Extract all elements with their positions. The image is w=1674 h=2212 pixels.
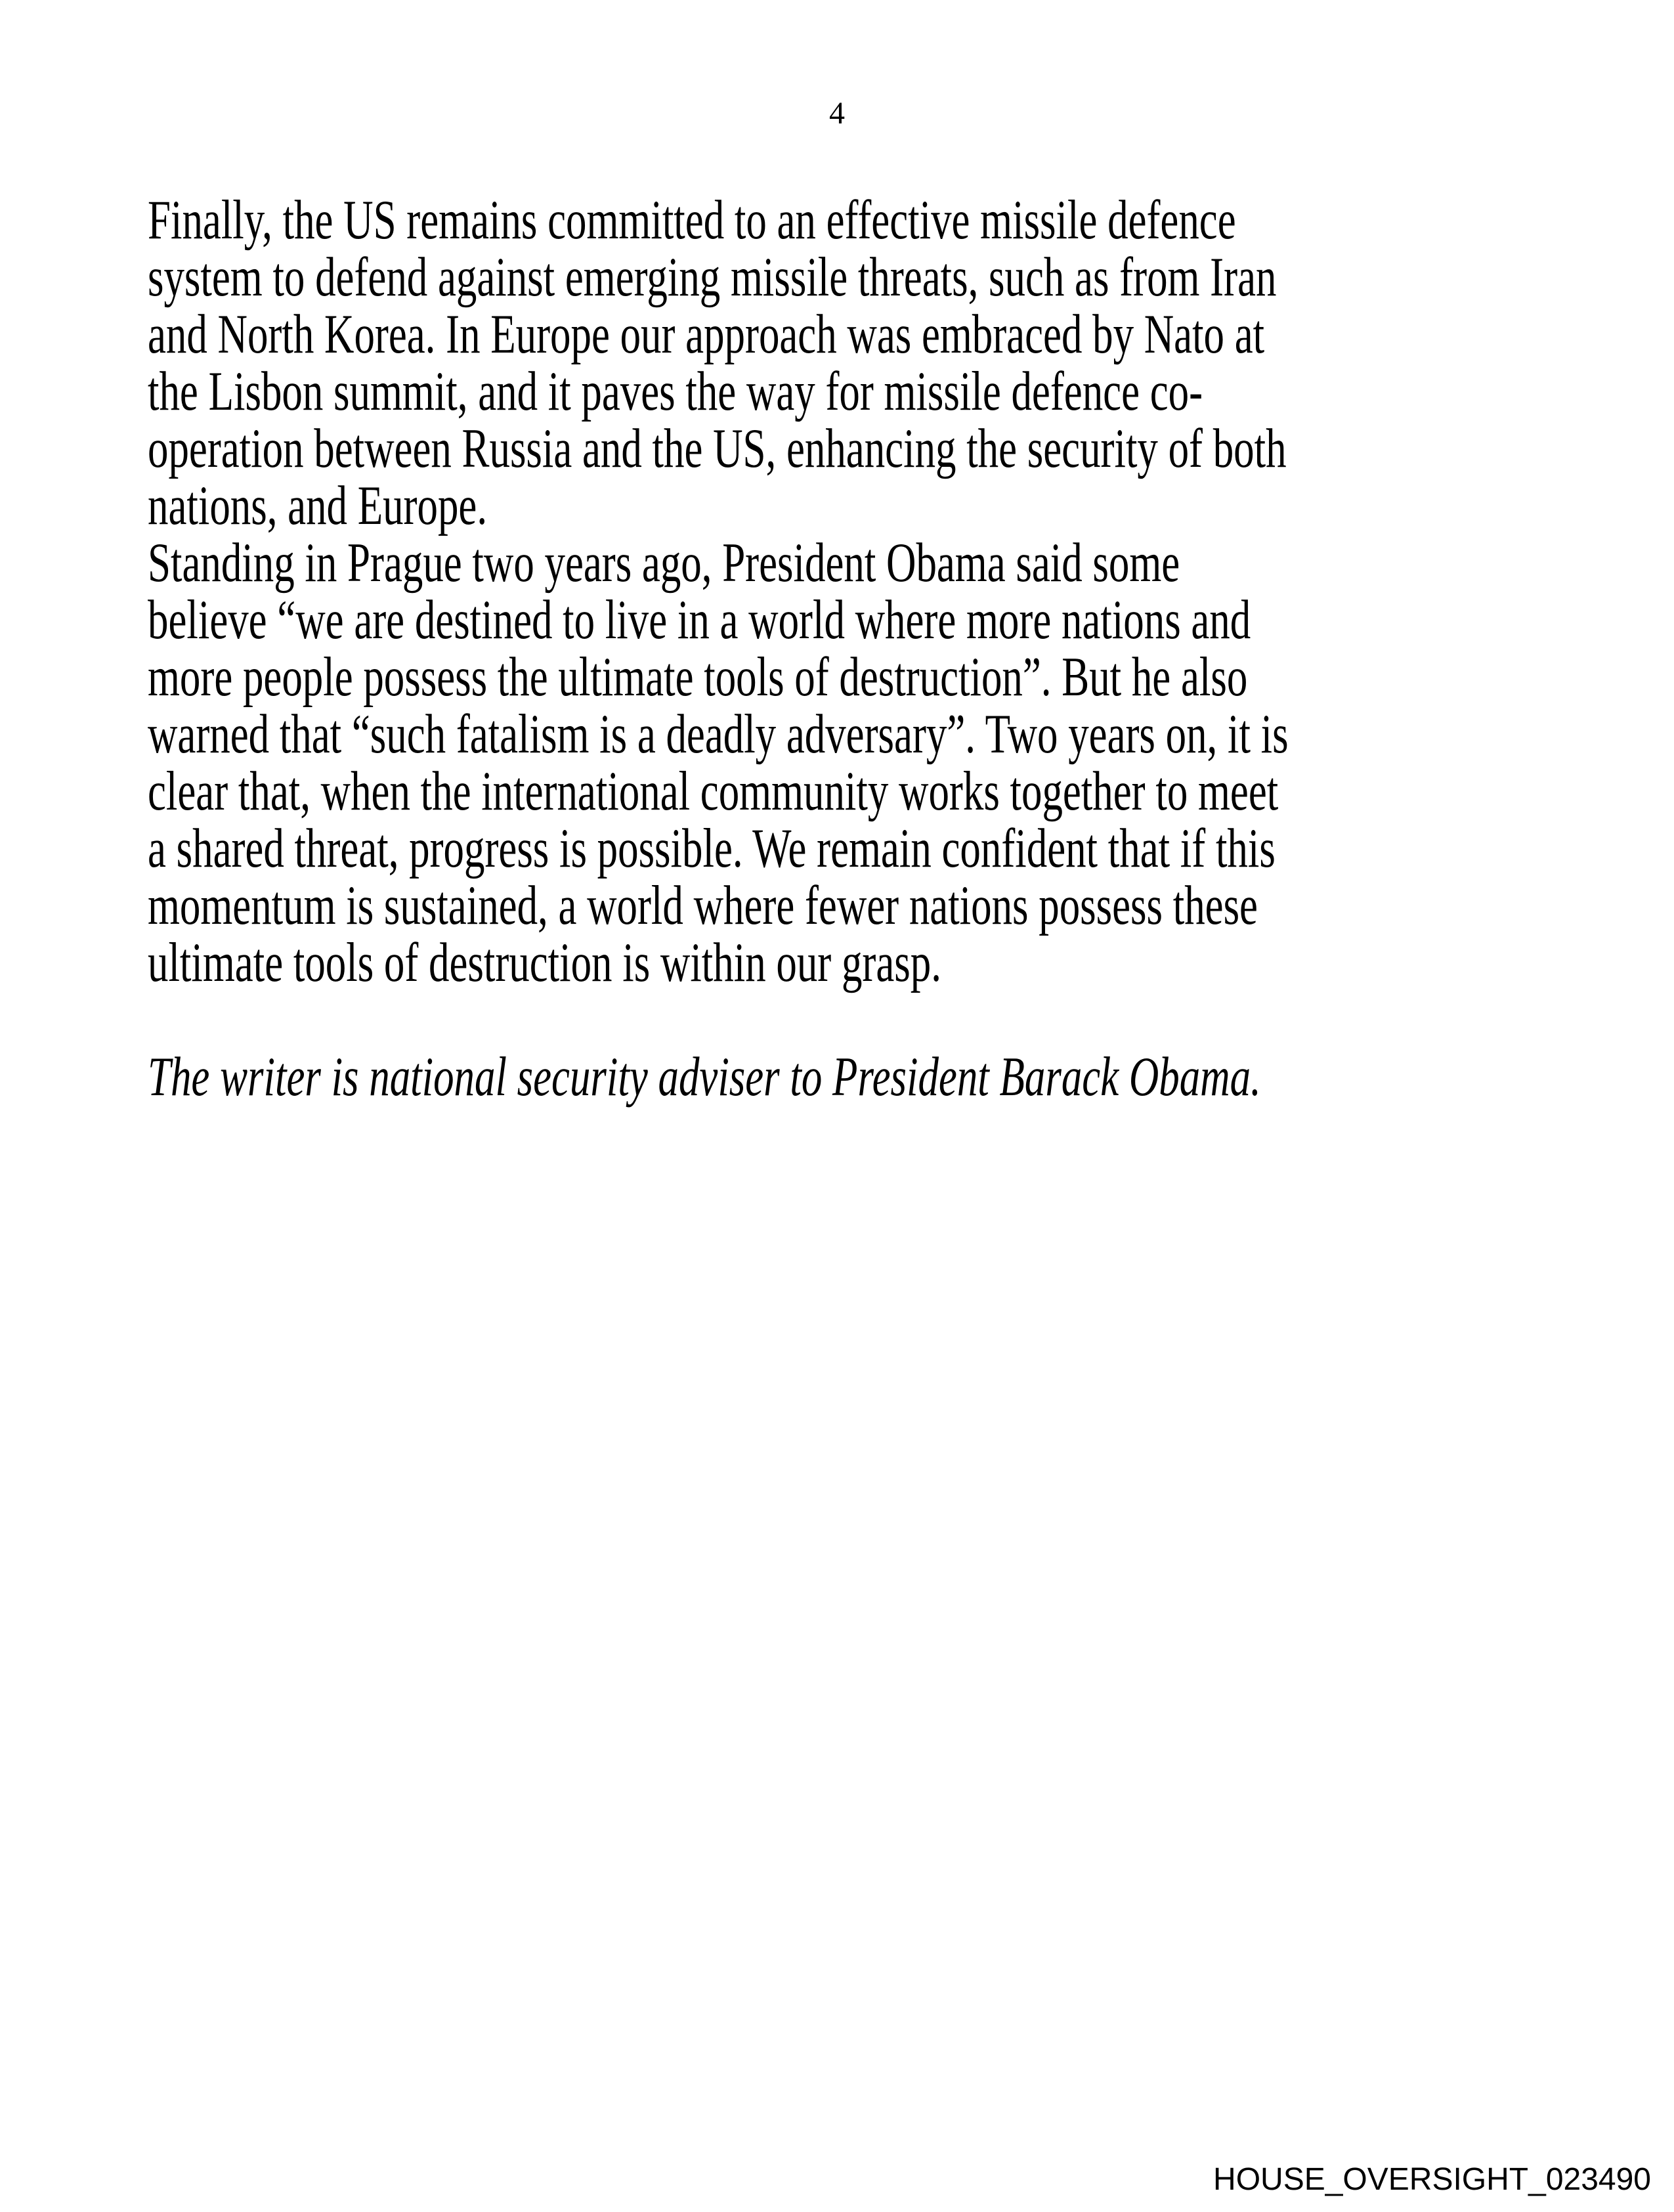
text-line: and North Korea. In Europe our approach was embraced by Nato at bbox=[148, 303, 1265, 365]
text-line: more people possess the ultimate tools of destruction”. But he also bbox=[148, 646, 1248, 708]
byline: The writer is national security adviser to President Barack Obama. bbox=[148, 1046, 1261, 1108]
text-line: Finally, the US remains committed to an effective missile defence bbox=[148, 189, 1236, 251]
paragraph-missile-defence bbox=[148, 189, 1522, 536]
page-number: 4 bbox=[829, 96, 845, 131]
text-line: warned that “such fatalism is a deadly adversary”. Two years on, it is bbox=[148, 703, 1289, 765]
text-line: believe “we are destined to live in a world where more nations and bbox=[148, 589, 1251, 651]
bates-number: HOUSE_OVERSIGHT_023490 bbox=[1213, 2162, 1651, 2197]
text-line: clear that, when the international community works together to meet bbox=[148, 760, 1279, 822]
text-line: operation between Russia and the US, enhancing the security of both bbox=[148, 418, 1287, 479]
text-line: system to defend against emerging missile threats, such as from Iran bbox=[148, 246, 1277, 308]
text-line: momentum is sustained, a world where fewer nations possess these bbox=[148, 875, 1258, 936]
document-body bbox=[148, 189, 1522, 1108]
text-line: the Lisbon summit, and it paves the way for missile defence co- bbox=[148, 360, 1203, 422]
text-line: Standing in Prague two years ago, President Obama said some bbox=[148, 532, 1180, 594]
text-line: ultimate tools of destruction is within our grasp. bbox=[148, 932, 941, 993]
text-line: a shared threat, progress is possible. We remain confident that if this bbox=[148, 817, 1276, 879]
paragraph-prague-speech bbox=[148, 534, 1522, 991]
text-line: nations, and Europe. bbox=[148, 475, 488, 536]
